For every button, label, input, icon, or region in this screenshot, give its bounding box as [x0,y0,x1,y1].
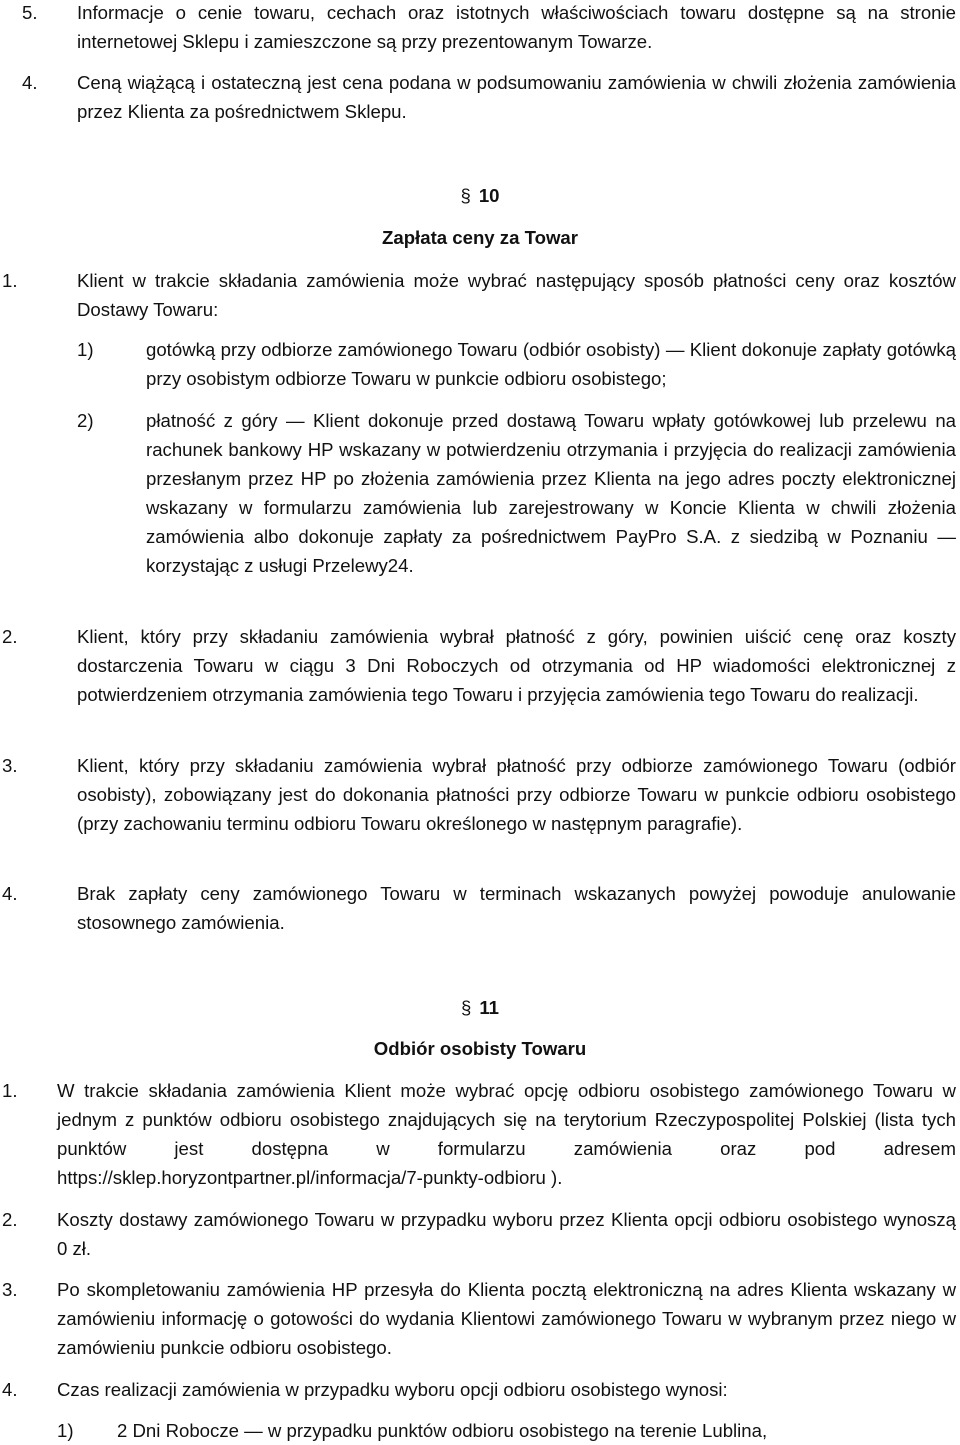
sub-list-item-text: 2 Dni Robocze — w przypadku punktów odbioru osobistego na terenie Lublina, [117,1420,768,1441]
list-item [0,266,956,324]
sub-list-item-text: gotówką przy odbiorze zamówionego Towaru (odbiór osobisty) — Klient dokonuje zapłaty gotówką przy osobistym odbiorze Towaru w punkcie odbioru osobistego; [146,339,956,389]
list-item-number: 3. [2,1279,18,1300]
section-symbol: § [461,997,472,1018]
list-item [0,1205,956,1263]
list-item [0,0,956,56]
sub-list-item-number: 2) [77,410,94,431]
list-item [0,1275,956,1362]
list-item-text: Ceną wiążącą i ostateczną jest cena podana w podsumowaniu zamówienia w chwili złożenia zamówienia przez Klienta za pośrednictwem Sklepu. [77,72,956,122]
list-item [0,622,956,709]
list-item [0,1076,956,1192]
list-item-number: 4. [2,883,18,904]
list-item [0,879,956,937]
sub-list-item-number: 1) [77,339,94,360]
list-item [0,751,956,838]
section-title: Zapłata ceny za Towar [382,227,578,248]
list-item-text: Klient, który przy składaniu zamówienia wybrał płatność z góry, powinien uiścić cenę oraz koszty dostarczenia Towaru w ciągu 3 Dni Roboczych od otrzymania od HP wiadomości elektronicznej z potwierdzeniem otrzymania zamówienia tego Towaru i przyjęcia zamówienia tego Towaru do realizacji. [77,626,956,705]
list-item-number: 2. [2,626,18,647]
sub-list-item-number: 1) [57,1420,74,1441]
list-item-text: Koszty dostawy zamówionego Towaru w przypadku wyboru przez Klienta opcji odbioru osobistego wynoszą 0 zł. [57,1209,956,1259]
sub-list-item-text: płatność z góry — Klient dokonuje przed dostawą Towaru wpłaty gotówkowej lub przelewu na rachunek bankowy HP wskazany w potwierdzeniu otrzymania i przyjęcia do realizacji zamówienia przesłanym przez HP po złożenia zamówienia przez Klienta na jego adres poczty elektronicznej wskazany w formularzu zamówienia lub zarejestrowany w Koncie Klienta w chwili złożenia zamówienia albo dokonuje zapłaty za pośrednictwem PayPro S.A. z siedzibą w Poznaniu — korzystając z usługi Przelewy24. [146,410,956,576]
list-item-text: Po skompletowaniu zamówienia HP przesyła do Klienta pocztą elektroniczną na adres Klienta wskazany w zamówieniu informację o gotowości do wydania Klientowi zamówionego Towaru w wybranym przez niego w zamówieniu punkcie odbioru osobistego. [57,1279,956,1358]
list-item-text: Klient, który przy składaniu zamówienia wybrał płatność przy odbiorze zamówionego Towaru (odbiór osobisty), zobowiązany jest do dokonania płatności przy odbiorze Towaru w punkcie odbioru osobistego (przy zachowaniu terminu odbioru Towaru określonego w następnym paragrafie). [77,755,956,834]
list-item-number: 1. [2,1080,18,1101]
sub-list-item [0,406,956,580]
section-number-value: 10 [478,185,500,206]
list-item-text: Brak zapłaty ceny zamówionego Towaru w terminach wskazanych powyżej powoduje anulowanie stosownego zamówienia. [77,883,956,933]
section-symbol: § [460,185,471,206]
list-item-text: Czas realizacji zamówienia w przypadku wyboru opcji odbioru osobistego wynosi: [57,1379,728,1400]
list-item [0,1375,956,1404]
list-item [0,68,956,126]
section-number-value: 11 [479,997,499,1018]
section-number [0,993,960,1022]
sub-list-item [0,335,956,393]
list-item-number: 1. [2,270,18,291]
list-item-number: 3. [2,755,18,776]
list-item-number: 2. [2,1209,18,1230]
list-item-number: 4. [2,1379,18,1400]
section-number [0,181,960,210]
sub-list-item [0,1416,956,1445]
list-item-text: Klient w trakcie składania zamówienia może wybrać następujący sposób płatności ceny oraz kosztów Dostawy Towaru: [77,270,956,320]
list-item-text: W trakcie składania zamówienia Klient może wybrać opcję odbioru osobistego zamówionego Towaru w jednym z punktów odbioru osobistego znajdujących się na terytorium Rzeczypospolitej Polskiej (lista tych punktów jest dostępna w formularzu zamówienia oraz pod adresem https://sklep.horyzontpartner.pl/informacja/7-punkty-odbioru ). [57,1080,956,1188]
list-item-number: 4. [22,72,38,93]
section-title: Odbiór osobisty Towaru [373,1038,587,1059]
list-item-text: Informacje o cenie towaru, cechach oraz istotnych właściwościach towaru dostępne są na stronie internetowej Sklepu i zamieszczone są przy prezentowanym Towarze. [77,2,956,52]
list-item-number: 5. [22,2,38,23]
